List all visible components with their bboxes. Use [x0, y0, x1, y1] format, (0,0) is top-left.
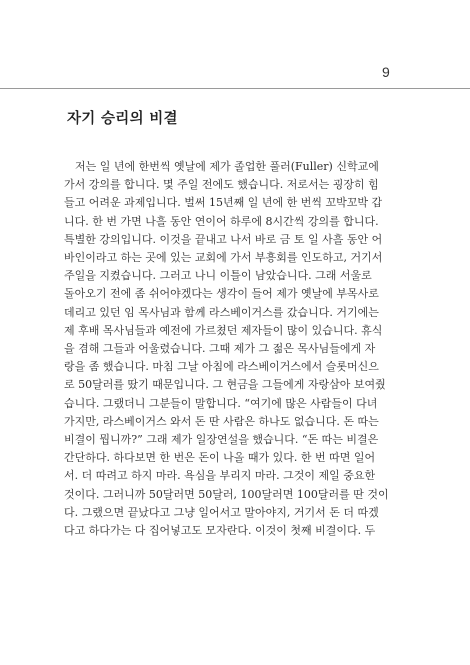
body-text-line: 서. 더 따려고 하지 마라. 욕심을 부리지 마라. 그것이 제일 중요한: [64, 469, 376, 483]
body-text-line: 비결이 뭡니까?” 그래 제가 일장연설을 했습니다. “돈 따는 비결은: [64, 433, 379, 447]
chapter-title: 자기 승리의 비결: [67, 111, 178, 127]
body-text-line: 가서 강의를 합니다. 몇 주일 전에도 했습니다. 저로서는 굉장히 힘: [64, 178, 379, 192]
body-text-line: 간단하다. 하다보면 한 번은 돈이 나올 때가 있다. 한 번 따면 일어: [64, 451, 376, 465]
body-text-line: 습니다. 그랬더니 그분들이 말합니다. “여기에 많은 사람들이 다녀: [64, 396, 378, 410]
body-text: [64, 158, 404, 540]
body-text-line: 데리고 있던 임 목사님과 함께 라스베이거스를 갔습니다. 거기에는: [64, 305, 379, 319]
body-text-line: 을 겸해 그들과 어울렸습니다. 그때 제가 그 젊은 목사님들에게 자: [64, 342, 376, 356]
body-text-line: 주일을 지켰습니다. 그러고 나니 이틀이 남았습니다. 그래 서울로: [64, 269, 372, 283]
body-text-line: 가지만, 라스베이거스 와서 돈 딴 사람은 하나도 없습니다. 돈 따는: [64, 414, 379, 428]
body-text-line: 저는 일 년에 한번씩 옛날에 제가 졸업한 풀러(Fuller) 신학교에: [64, 160, 379, 173]
body-text-line: 바인이라고 하는 곳에 있는 교회에 가서 부흥회를 인도하고, 거기서: [64, 251, 383, 265]
page-number: 9: [382, 64, 390, 80]
body-text-line: 특별한 강의입니다. 이것을 끝내고 나서 바로 금 토 일 사흘 동안 어: [64, 232, 383, 246]
body-text-line: 다고 하다가는 다 집어넣고도 모자란다. 이것이 첫째 비결이다. 두: [64, 524, 376, 538]
body-text-line: 랑을 좀 했습니다. 마침 그날 아침에 라스베이거스에서 슬롯머신으: [64, 360, 379, 374]
body-text-line: 것이다. 그러니까 50달러면 50달러, 100달러면 100달러를 딴 것이: [64, 487, 389, 501]
body-text-line: 니다. 한 번 가면 나흘 동안 연이어 하루에 8시간씩 강의를 합니다.: [64, 214, 379, 228]
page-header-rule: [0, 88, 470, 89]
body-text-line: 돌아오기 전에 좀 쉬어야겠다는 생각이 들어 제가 옛날에 부목사로: [64, 287, 379, 301]
body-text-line: 로 50달러를 땄기 때문입니다. 그 현금을 그들에게 자랑삼아 보여줬: [64, 378, 386, 392]
body-text-line: 들고 어려운 과제입니다. 벌써 15년째 일 년에 한 번씩 꼬박꼬박 갑: [64, 196, 383, 210]
body-text-line: 다. 그랬으면 끝났다고 그냥 일어서고 말아야지, 거기서 돈 더 따겠: [64, 505, 379, 519]
body-text-line: 제 후배 목사님들과 예전에 가르쳤던 제자들이 많이 있습니다. 휴식: [64, 323, 383, 337]
